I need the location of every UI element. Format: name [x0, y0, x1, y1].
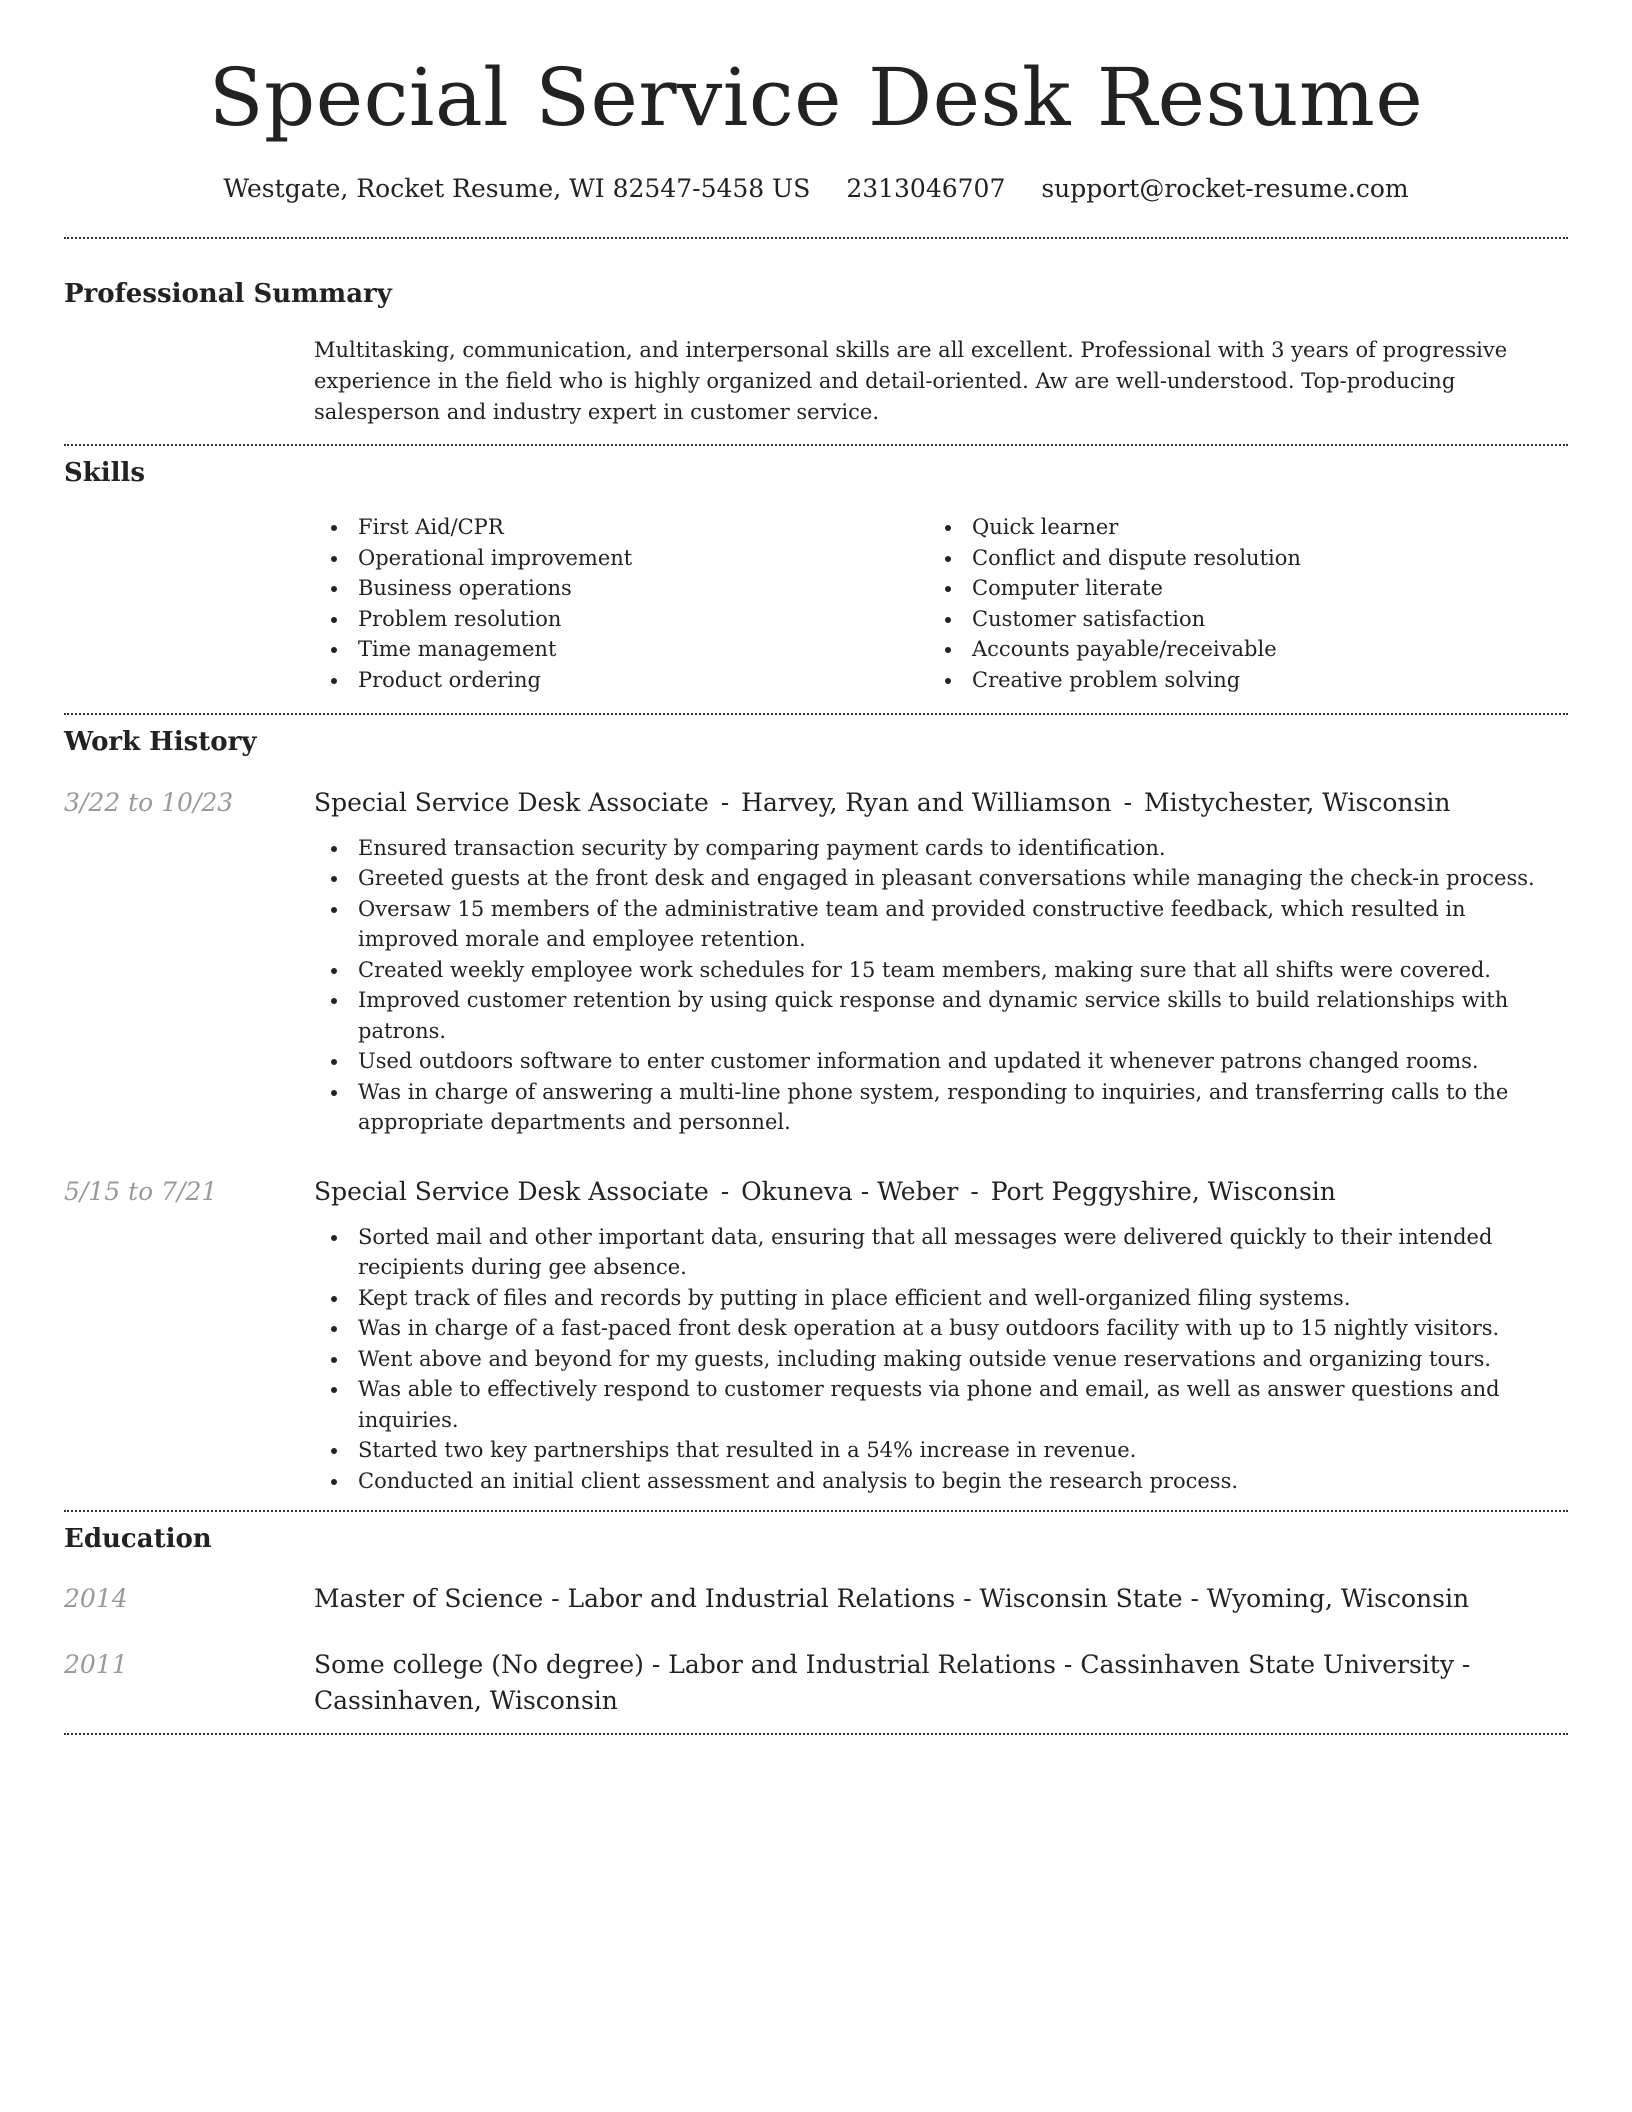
job-bullet: Was in charge of answering a multi-line phone system, responding to inquiries, and transferring calls to the appropriate departments and personnel. — [314, 1077, 1568, 1138]
job-body — [314, 785, 1568, 1138]
education-year: 2014 — [64, 1584, 128, 1614]
contact-line — [64, 174, 1568, 204]
education-details: Some college (No degree) - Labor and Industrial Relations - Cassinhaven State University - Cassinhaven, Wisconsin — [314, 1650, 1471, 1716]
job-bullet: Greeted guests at the front desk and engaged in pleasant conversations while managing the check-in process. — [314, 863, 1568, 894]
divider — [64, 444, 1568, 446]
job-bullets — [314, 1222, 1568, 1497]
job-heading — [314, 1174, 1568, 1210]
job-bullet: Created weekly employee work schedules for 15 team members, making sure that all shifts were covered. — [314, 955, 1568, 986]
skills-list-left — [314, 512, 928, 695]
education-details: Master of Science - Labor and Industrial Relations - Wisconsin State - Wyoming, Wisconsin — [314, 1584, 1470, 1614]
resume-title: Special Service Desk Resume — [208, 51, 1424, 144]
job-location: Port Peggyshire, Wisconsin — [990, 1176, 1336, 1206]
job-bullet: Went above and beyond for my guests, including making outside venue reservations and organizing tours. — [314, 1344, 1568, 1375]
job-dates: 3/22 to 10/23 — [64, 787, 234, 817]
divider — [64, 237, 1568, 239]
skills-section — [64, 458, 1568, 695]
job-bullets — [314, 833, 1568, 1138]
job-bullet: Ensured transaction security by comparing payment cards to identification. — [314, 833, 1568, 864]
skill-item: Accounts payable/receivable — [928, 634, 1542, 665]
skill-item: Conflict and dispute resolution — [928, 543, 1542, 574]
skill-item: Operational improvement — [314, 543, 928, 574]
skill-item: Problem resolution — [314, 604, 928, 635]
job-dates: 5/15 to 7/21 — [64, 1176, 218, 1206]
work-section — [64, 727, 1568, 1496]
job-bullet: Conducted an initial client assessment and analysis to begin the research process. — [314, 1466, 1568, 1497]
education-entry — [64, 1647, 1568, 1719]
skill-item: Computer literate — [928, 573, 1542, 604]
section-title-skills: Skills — [64, 458, 146, 489]
section-title-education: Education — [64, 1524, 212, 1555]
job-bullet: Improved customer retention by using quick response and dynamic service skills to build relationships with patrons. — [314, 985, 1568, 1046]
skill-item: Quick learner — [928, 512, 1542, 543]
separator: - — [720, 1176, 730, 1206]
divider — [64, 1733, 1568, 1735]
job-entry — [64, 1174, 1568, 1497]
divider — [64, 1510, 1568, 1512]
summary-section — [64, 279, 1568, 428]
job-heading — [314, 785, 1568, 821]
skills-list-right — [928, 512, 1542, 695]
job-location: Mistychester, Wisconsin — [1144, 787, 1451, 817]
job-company: Okuneva - Weber — [741, 1176, 959, 1206]
summary-text: Multitasking, communication, and interpersonal skills are all excellent. Professional with 3 years of progressive experience in the field who is highly organized and detail-oriented. Aw are well-understood. Top-producing salesperson and industry expert in customer service. — [314, 338, 1508, 425]
job-bullet: Was able to effectively respond to customer requests via phone and email, as well as answer questions and inquiries. — [314, 1374, 1568, 1435]
education-entry — [64, 1581, 1568, 1617]
skills-grid — [314, 512, 1568, 695]
skill-item: Time management — [314, 634, 928, 665]
resume-page — [64, 0, 1568, 1735]
job-bullet: Oversaw 15 members of the administrative team and provided constructive feedback, which resulted in improved morale and employee retention. — [314, 894, 1568, 955]
job-bullet: Was in charge of a fast-paced front desk operation at a busy outdoors facility with up to 15 nightly visitors. — [314, 1313, 1568, 1344]
skill-item: Business operations — [314, 573, 928, 604]
skills-column-right — [928, 512, 1542, 695]
job-bullet: Used outdoors software to enter customer information and updated it whenever patrons changed rooms. — [314, 1046, 1568, 1077]
separator: - — [1123, 787, 1133, 817]
contact-phone: 2313046707 — [846, 174, 1006, 203]
job-bullet: Kept track of files and records by putting in place efficient and well-organized filing systems. — [314, 1283, 1568, 1314]
separator: - — [720, 787, 730, 817]
job-body — [314, 1174, 1568, 1497]
contact-email: support@rocket-resume.com — [1041, 174, 1409, 203]
job-title: Special Service Desk Associate — [314, 1176, 709, 1206]
job-entry — [64, 785, 1568, 1138]
education-list — [64, 1581, 1568, 1719]
education-year: 2011 — [64, 1650, 128, 1680]
education-section — [64, 1524, 1568, 1719]
contact-address: Westgate, Rocket Resume, WI 82547-5458 US — [223, 174, 811, 203]
skill-item: First Aid/CPR — [314, 512, 928, 543]
divider — [64, 713, 1568, 715]
section-title-summary: Professional Summary — [64, 279, 392, 309]
skill-item: Product ordering — [314, 665, 928, 696]
skill-item: Creative problem solving — [928, 665, 1542, 696]
separator: - — [970, 1176, 979, 1206]
section-title-work: Work History — [64, 727, 257, 758]
job-bullet: Sorted mail and other important data, ensuring that all messages were delivered quickly to their intended recipients during gee absence. — [314, 1222, 1568, 1283]
skills-column-left — [314, 512, 928, 695]
job-bullet: Started two key partnerships that resulted in a 54% increase in revenue. — [314, 1435, 1568, 1466]
skill-item: Customer satisfaction — [928, 604, 1542, 635]
job-title: Special Service Desk Associate — [314, 787, 709, 817]
job-list — [64, 785, 1568, 1497]
job-company: Harvey, Ryan and Williamson — [741, 787, 1112, 817]
